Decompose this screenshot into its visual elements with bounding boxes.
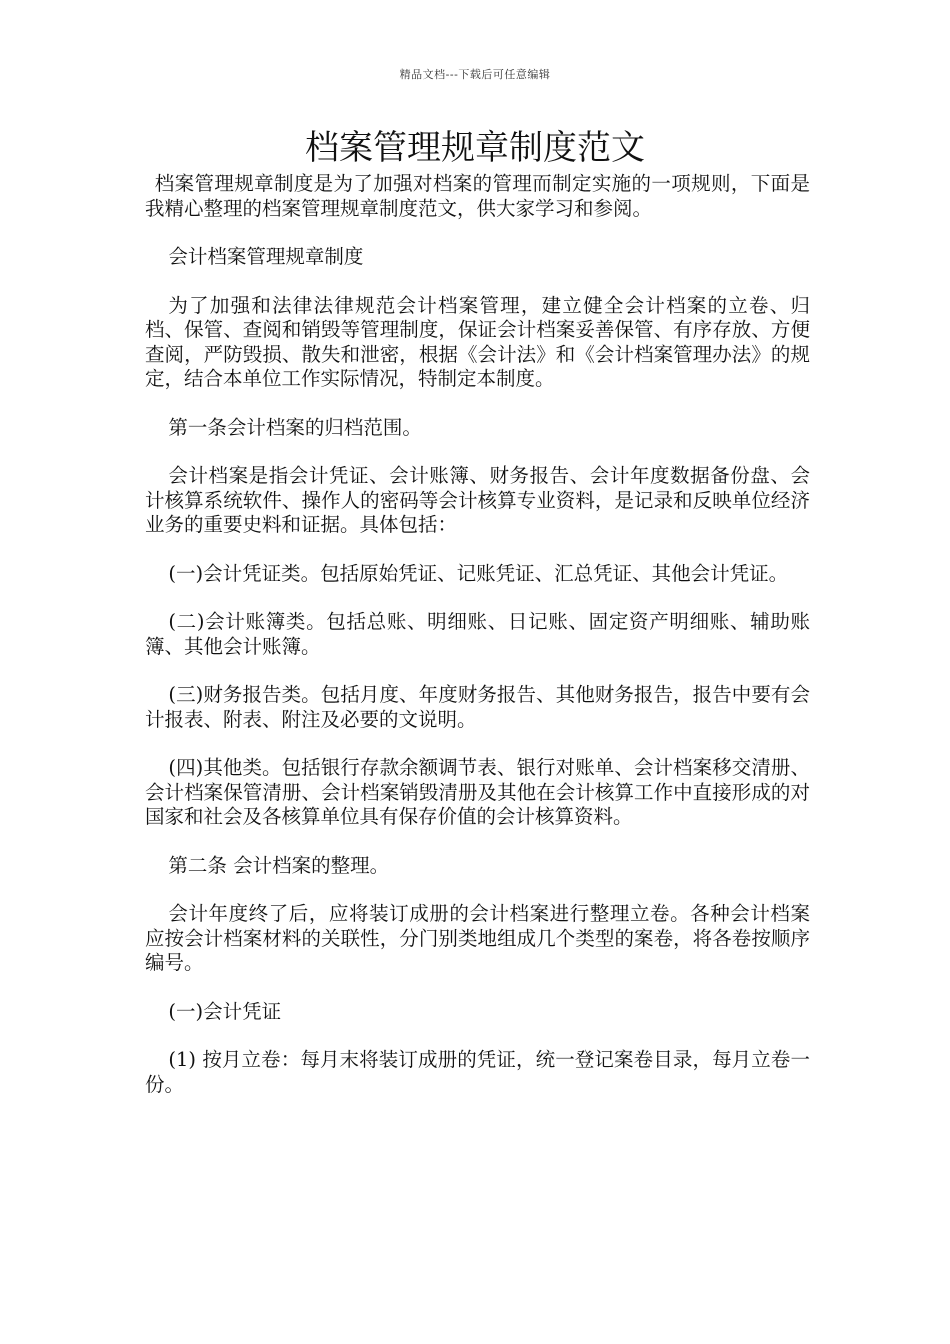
document-body bbox=[145, 172, 810, 1097]
body-paragraph: 为了加强和法律法律规范会计档案管理，建立健全会计档案的立卷、归档、保管、查阅和销毁等管理制度，保证会计档案妥善保管、有序存放、方便查阅，严防毁损、散失和泄密，根据《会计法》和《会计档案管理办法》的规定，结合本单位工作实际情况，特制定本制度。 bbox=[145, 293, 810, 390]
article-heading: 第一条会计档案的归档范围。 bbox=[168, 415, 422, 439]
sub-heading: (一)会计凭证 bbox=[168, 999, 282, 1023]
header-note: 精品文档---下载后可任意编辑 bbox=[399, 68, 551, 81]
list-item: (二)会计账簿类。包括总账、明细账、日记账、固定资产明细账、辅助账簿、其他会计账簿。 bbox=[145, 610, 810, 658]
article-heading: 第二条 会计档案的整理。 bbox=[168, 853, 390, 877]
document-title: 档案管理规章制度范文 bbox=[305, 128, 645, 168]
intro-paragraph: 档案管理规章制度是为了加强对档案的管理而制定实施的一项规则，下面是我精心整理的档案管理规章制度范文，供大家学习和参阅。 bbox=[145, 172, 810, 220]
body-paragraph: 会计档案是指会计凭证、会计账簿、财务报告、会计年度数据备份盘、会计核算系统软件、操作人的密码等会计核算专业资料，是记录和反映单位经济业务的重要史料和证据。具体包括： bbox=[145, 464, 810, 536]
list-item: (三)财务报告类。包括月度、年度财务报告、其他财务报告，报告中要有会计报表、附表、附注及必要的文说明。 bbox=[145, 683, 810, 731]
list-item: (四)其他类。包括银行存款余额调节表、银行对账单、会计档案移交清册、会计档案保管清册、会计档案销毁清册及其他在会计核算工作中直接形成的对国家和社会及各核算单位具有保存价值的会计核算资料。 bbox=[145, 756, 810, 828]
list-item: (1) 按月立卷：每月末将装订成册的凭证，统一登记案卷目录，每月立卷一份。 bbox=[145, 1048, 810, 1096]
body-paragraph: 会计年度终了后，应将装订成册的会计档案进行整理立卷。各种会计档案应按会计档案材料的关联性，分门别类地组成几个类型的案卷，将各卷按顺序编号。 bbox=[145, 902, 810, 974]
list-item: (一)会计凭证类。包括原始凭证、记账凭证、汇总凭证、其他会计凭证。 bbox=[168, 561, 789, 585]
section-heading: 会计档案管理规章制度 bbox=[168, 245, 364, 268]
